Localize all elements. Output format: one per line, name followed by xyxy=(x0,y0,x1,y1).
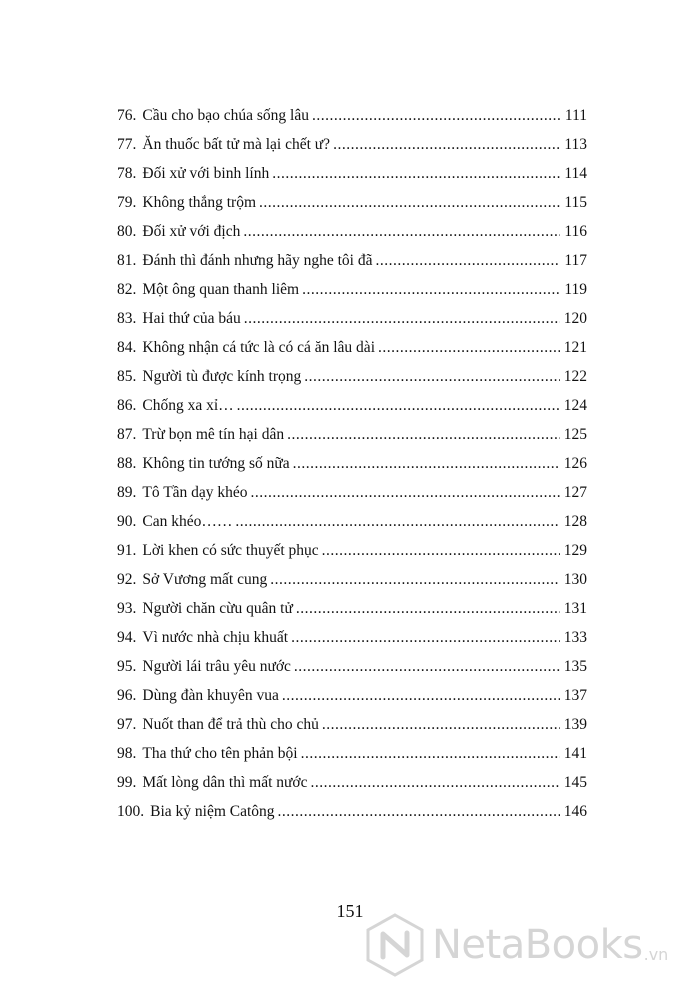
toc-entry xyxy=(117,594,587,623)
toc-entry-page: 121 xyxy=(563,339,587,356)
toc-leader-dots xyxy=(322,710,560,739)
toc-entry-title: Sở Vương mất cung xyxy=(142,571,268,588)
toc-leader-dots xyxy=(322,536,560,565)
toc-entry-title: Người tù được kính trọng xyxy=(142,368,302,385)
toc-entry-title: Vì nước nhà chịu khuất xyxy=(142,629,289,646)
toc-entry-title: Bia kỷ niệm Catông xyxy=(150,803,275,820)
toc-entry-page: 126 xyxy=(563,455,587,472)
toc-entry-page: 114 xyxy=(564,165,587,182)
toc-entry-number: 76. xyxy=(117,107,137,124)
toc-entry-page: 137 xyxy=(563,687,587,704)
toc-leader-dots xyxy=(311,768,561,797)
toc-entry-page: 135 xyxy=(563,658,587,675)
toc-entry-number: 95. xyxy=(117,658,137,675)
toc-entry xyxy=(117,507,587,536)
toc-entry-title: Nuốt than để trả thù cho chủ xyxy=(142,716,319,733)
toc-entry xyxy=(117,130,587,159)
toc-leader-dots xyxy=(312,101,560,130)
toc-entry-title: Một ông quan thanh liêm xyxy=(142,281,300,298)
toc-entry-page: 122 xyxy=(563,368,587,385)
toc-entry-number: 97. xyxy=(117,716,137,733)
toc-leader-dots xyxy=(251,478,560,507)
toc-entry-number: 100. xyxy=(117,803,145,820)
toc-entry-title: Đánh thì đánh nhưng hãy nghe tôi đã xyxy=(142,252,373,269)
toc-entry-page: 146 xyxy=(563,803,587,820)
toc-entry xyxy=(117,710,587,739)
netabooks-logo-icon xyxy=(362,912,428,978)
toc-leader-dots xyxy=(272,159,560,188)
toc-entry xyxy=(117,768,587,797)
toc-entry-number: 85. xyxy=(117,368,137,385)
toc-entry xyxy=(117,478,587,507)
toc-leader-dots xyxy=(375,246,560,275)
toc-entry-title: Mất lòng dân thì mất nước xyxy=(142,774,308,791)
toc-entry-number: 93. xyxy=(117,600,137,617)
toc-entry-number: 79. xyxy=(117,194,137,211)
toc-leader-dots xyxy=(304,362,560,391)
toc-entry xyxy=(117,333,587,362)
toc-entry-page: 131 xyxy=(563,600,587,617)
toc-entry xyxy=(117,304,587,333)
toc-entry-number: 86. xyxy=(117,397,137,414)
toc-entry-number: 89. xyxy=(117,484,137,501)
toc-entry-page: 116 xyxy=(564,223,587,240)
toc-leader-dots xyxy=(296,594,560,623)
toc-leader-dots xyxy=(244,304,560,333)
toc-entry-number: 88. xyxy=(117,455,137,472)
toc-entry xyxy=(117,536,587,565)
toc-entry xyxy=(117,652,587,681)
toc-entry-title: Can khéo…… xyxy=(142,513,233,530)
toc-entry-title: Không thắng trộm xyxy=(142,194,257,211)
toc-entry xyxy=(117,565,587,594)
toc-entry-number: 91. xyxy=(117,542,137,559)
toc-leader-dots xyxy=(237,391,560,420)
watermark-suffix: .vn xyxy=(643,945,669,964)
toc-leader-dots xyxy=(282,681,560,710)
toc-entry-page: 129 xyxy=(563,542,587,559)
toc-entry xyxy=(117,449,587,478)
toc-entry xyxy=(117,275,587,304)
toc-entry-page: 111 xyxy=(564,107,587,124)
toc-entry-title: Không nhận cá tức là có cá ăn lâu dài xyxy=(142,339,375,356)
toc-entry xyxy=(117,739,587,768)
toc-entry-number: 81. xyxy=(117,252,137,269)
toc-entry-number: 82. xyxy=(117,281,137,298)
toc-entry xyxy=(117,623,587,652)
toc-entry-title: Dùng đàn khuyên vua xyxy=(142,687,279,704)
toc-entry xyxy=(117,159,587,188)
toc-leader-dots xyxy=(278,797,560,826)
toc-entry xyxy=(117,797,587,826)
toc-entry-title: Cầu cho bạo chúa sống lâu xyxy=(142,107,309,124)
watermark-brand: NetaBooks xyxy=(432,922,643,968)
toc-leader-dots xyxy=(287,420,560,449)
toc-entry-number: 92. xyxy=(117,571,137,588)
toc-entry-page: 130 xyxy=(563,571,587,588)
toc-entry-number: 96. xyxy=(117,687,137,704)
toc-entry xyxy=(117,362,587,391)
toc-entry-number: 80. xyxy=(117,223,137,240)
page-number: 151 xyxy=(336,901,364,921)
toc-entry-number: 78. xyxy=(117,165,137,182)
toc-entry-number: 84. xyxy=(117,339,137,356)
toc-entry-title: Người lái trâu yêu nước xyxy=(142,658,291,675)
table-of-contents xyxy=(117,101,587,826)
toc-entry-title: Trừ bọn mê tín hại dân xyxy=(142,426,285,443)
toc-entry-number: 94. xyxy=(117,629,137,646)
toc-leader-dots xyxy=(259,188,560,217)
toc-leader-dots xyxy=(243,217,560,246)
toc-entry-title: Hai thứ của báu xyxy=(142,310,241,327)
toc-entry-page: 113 xyxy=(564,136,587,153)
toc-entry-title: Không tin tướng số nữa xyxy=(142,455,290,472)
toc-entry-page: 139 xyxy=(563,716,587,733)
toc-leader-dots xyxy=(378,333,560,362)
toc-entry-page: 120 xyxy=(563,310,587,327)
toc-entry-title: Đối xử với binh lính xyxy=(142,165,270,182)
toc-entry-title: Lời khen có sức thuyết phục xyxy=(142,542,319,559)
toc-entry-number: 83. xyxy=(117,310,137,327)
toc-entry xyxy=(117,681,587,710)
toc-entry-number: 98. xyxy=(117,745,137,762)
toc-leader-dots xyxy=(293,449,560,478)
toc-entry-title: Ăn thuốc bất tử mà lại chết ư? xyxy=(142,136,331,153)
toc-entry-page: 115 xyxy=(564,194,587,211)
toc-entry xyxy=(117,391,587,420)
toc-entry xyxy=(117,188,587,217)
toc-entry-page: 128 xyxy=(563,513,587,530)
toc-leader-dots xyxy=(333,130,560,159)
toc-leader-dots xyxy=(291,623,560,652)
toc-entry-title: Chống xa xỉ… xyxy=(142,397,234,414)
toc-entry xyxy=(117,101,587,130)
toc-entry-page: 119 xyxy=(564,281,587,298)
toc-entry-page: 125 xyxy=(563,426,587,443)
toc-entry-title: Tô Tần dạy khéo xyxy=(142,484,248,501)
toc-entry-number: 87. xyxy=(117,426,137,443)
toc-entry-page: 117 xyxy=(564,252,587,269)
toc-entry-page: 145 xyxy=(563,774,587,791)
toc-leader-dots xyxy=(301,739,560,768)
toc-entry-page: 127 xyxy=(563,484,587,501)
toc-entry-number: 90. xyxy=(117,513,137,530)
toc-leader-dots xyxy=(270,565,560,594)
toc-entry-page: 133 xyxy=(563,629,587,646)
toc-entry-title: Tha thứ cho tên phản bội xyxy=(142,745,298,762)
watermark xyxy=(362,910,692,980)
toc-entry-number: 77. xyxy=(117,136,137,153)
toc-leader-dots xyxy=(302,275,560,304)
toc-entry-page: 124 xyxy=(563,397,587,414)
toc-entry-page: 141 xyxy=(563,745,587,762)
toc-entry xyxy=(117,420,587,449)
toc-entry-number: 99. xyxy=(117,774,137,791)
toc-entry-title: Người chăn cừu quân tử xyxy=(142,600,293,617)
toc-entry xyxy=(117,217,587,246)
toc-leader-dots xyxy=(294,652,560,681)
toc-leader-dots xyxy=(235,507,560,536)
toc-entry xyxy=(117,246,587,275)
toc-entry-title: Đối xử với địch xyxy=(142,223,241,240)
